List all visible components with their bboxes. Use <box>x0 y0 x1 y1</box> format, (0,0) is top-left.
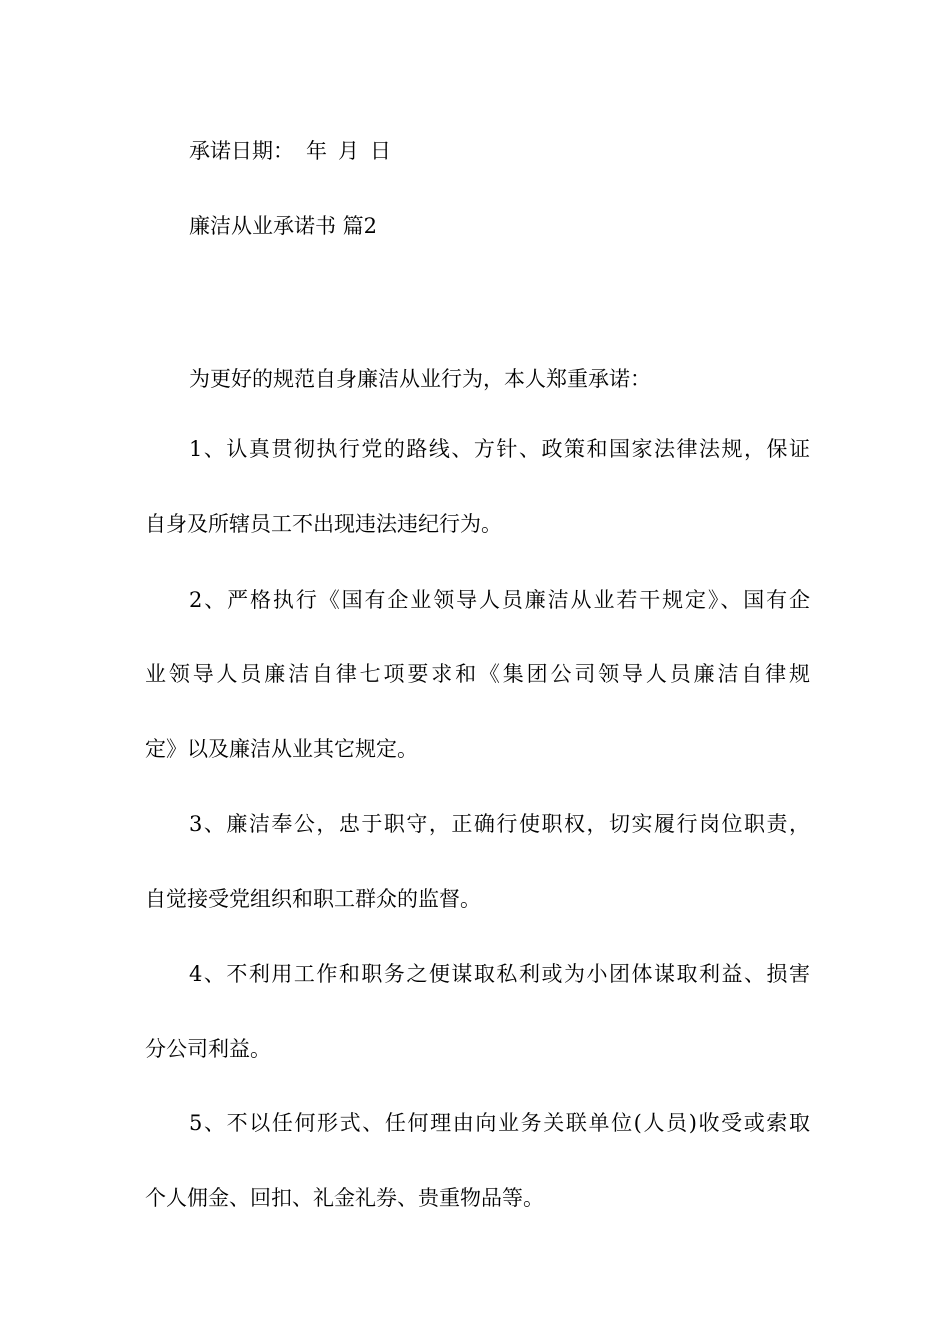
item-5-line-2: 个人佣金、回扣、礼金礼券、贵重物品等。 <box>145 1186 544 1210</box>
item-4-line-2: 分公司利益。 <box>145 1037 271 1061</box>
date-day: 日 <box>370 139 391 163</box>
item-2-line-1: 2、严格执行《国有企业领导人员廉洁从业若干规定》、国有企 <box>189 588 810 612</box>
item-1-line-1: 1、认真贯彻执行党的路线、方针、政策和国家法律法规，保证 <box>189 437 810 461</box>
item-4-line-1: 4、不利用工作和职务之便谋取私利或为小团体谋取利益、损害 <box>189 962 810 986</box>
intro-paragraph: 为更好的规范自身廉洁从业行为，本人郑重承诺： <box>189 367 651 391</box>
item-3-line-2: 自觉接受党组织和职工群众的监督。 <box>145 887 481 911</box>
item-2-line-2: 业领导人员廉洁自律七项要求和《集团公司领导人员廉洁自律规 <box>145 662 810 686</box>
date-month: 月 <box>338 139 359 163</box>
commitment-date-line <box>189 136 810 166</box>
date-year: 年 <box>306 139 327 163</box>
section-title: 廉洁从业承诺书 篇2 <box>189 214 378 238</box>
item-3-line-1: 3、廉洁奉公，忠于职守，正确行使职权，切实履行岗位职责， <box>189 812 810 836</box>
item-2-line-3: 定》以及廉洁从业其它规定。 <box>145 737 418 761</box>
item-1-line-2: 自身及所辖员工不出现违法违纪行为。 <box>145 512 502 536</box>
date-label: 承诺日期： <box>189 139 294 163</box>
item-5-line-1: 5、不以任何形式、任何理由向业务关联单位(人员)收受或索取 <box>189 1111 810 1135</box>
